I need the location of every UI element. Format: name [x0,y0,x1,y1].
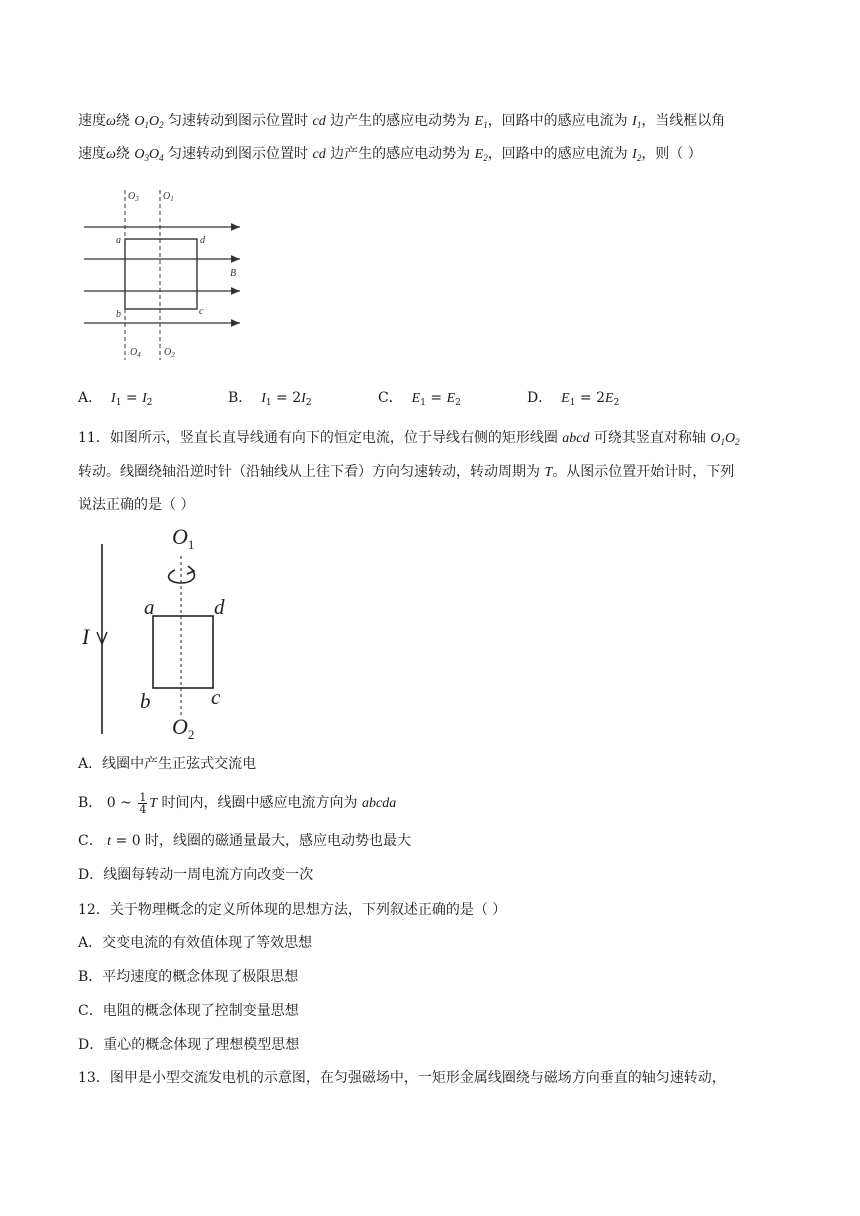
q11-option-b[interactable]: B． 0 ~ $\frac{1}{4}$ T 时间内，线圈中感应电流方向为 abcda [78,790,397,816]
label-o4: $O_4$ [130,347,141,359]
label-c: c [199,306,204,317]
label-b-field: B [230,268,237,279]
q10-figure [80,182,250,362]
q12-stem: 12．关于物理概念的定义所体现的思想方法，下列叙述正确的是（ ） [78,902,507,918]
q10-stem-line-1: 速度ω绕 $O_1O_2$ 匀速转动到图示位置时 cd 边产生的感应电动势为 $E_1$，回路中的感应电流为 $I_1$，当线框以角 [78,113,726,130]
coil-abcd [125,239,197,309]
label-o1: $O_1$ [163,191,174,203]
label-a: a [144,595,155,619]
label-o2: $O_2$ [164,347,175,359]
q11-stem-line-2: 转动。线圈绕轴沿逆时针（沿轴线从上往下看）方向匀速转动，转动周期为 T。从图示位置开始计时，下列 [78,464,735,480]
coil-abcd [153,616,213,688]
label-a: a [116,235,121,246]
q13-stem: 13．图甲是小型交流发电机的示意图，在匀强磁场中，一矩形金属线圈绕与磁场方向垂直的轴匀速转动， [78,1070,726,1086]
label-o1: $O_1$ [172,524,195,552]
q12-option-a[interactable]: A．交变电流的有效值体现了等效思想 [78,935,313,951]
q11-option-c[interactable]: C． t = 0 时，线圈的磁通量最大，感应电动势也最大 [78,833,412,849]
q12-option-b[interactable]: B．平均速度的概念体现了极限思想 [78,969,299,985]
q11-option-d[interactable]: D．线圈每转动一周电流方向改变一次 [78,867,314,883]
q10-option-c[interactable]: C． $E_1 = E_2$ [378,390,461,408]
q11-figure [80,522,240,744]
label-c: c [211,685,221,709]
q11-stem-line-3: 说法正确的是（ ） [78,497,195,513]
q10-option-a[interactable]: A． $I_1 = I_2$ [78,390,153,408]
label-b: b [140,689,151,713]
q10-option-b[interactable]: B． $I_1 = 2I_2$ [228,390,312,408]
label-d: d [214,595,225,619]
label-b: b [116,309,121,320]
q12-option-d[interactable]: D．重心的概念体现了理想模型思想 [78,1037,300,1053]
q11-stem-line-1: 11．如图所示，竖直长直导线通有向下的恒定电流，位于导线右侧的矩形线圈 abcd 可绕其竖直对称轴 $O_1O_2$ [78,430,740,447]
q10-option-d[interactable]: D． $E_1 = 2E_2$ [527,390,620,408]
q10-stem-line-2: 速度ω绕 $O_3O_4$ 匀速转动到图示位置时 cd 边产生的感应电动势为 $E_2$，回路中的感应电流为 $I_2$，则（ ） [78,146,702,163]
label-o2: $O_2$ [172,714,195,742]
fraction-one-quarter: $\frac{1}{4}$ [139,790,147,816]
q11-option-a[interactable]: A．线圈中产生正弦式交流电 [78,756,257,772]
label-o3: $O_3$ [128,191,139,203]
label-current-i: I [82,624,90,649]
label-d: d [200,235,205,246]
q12-option-c[interactable]: C．电阻的概念体现了控制变量思想 [78,1003,299,1019]
